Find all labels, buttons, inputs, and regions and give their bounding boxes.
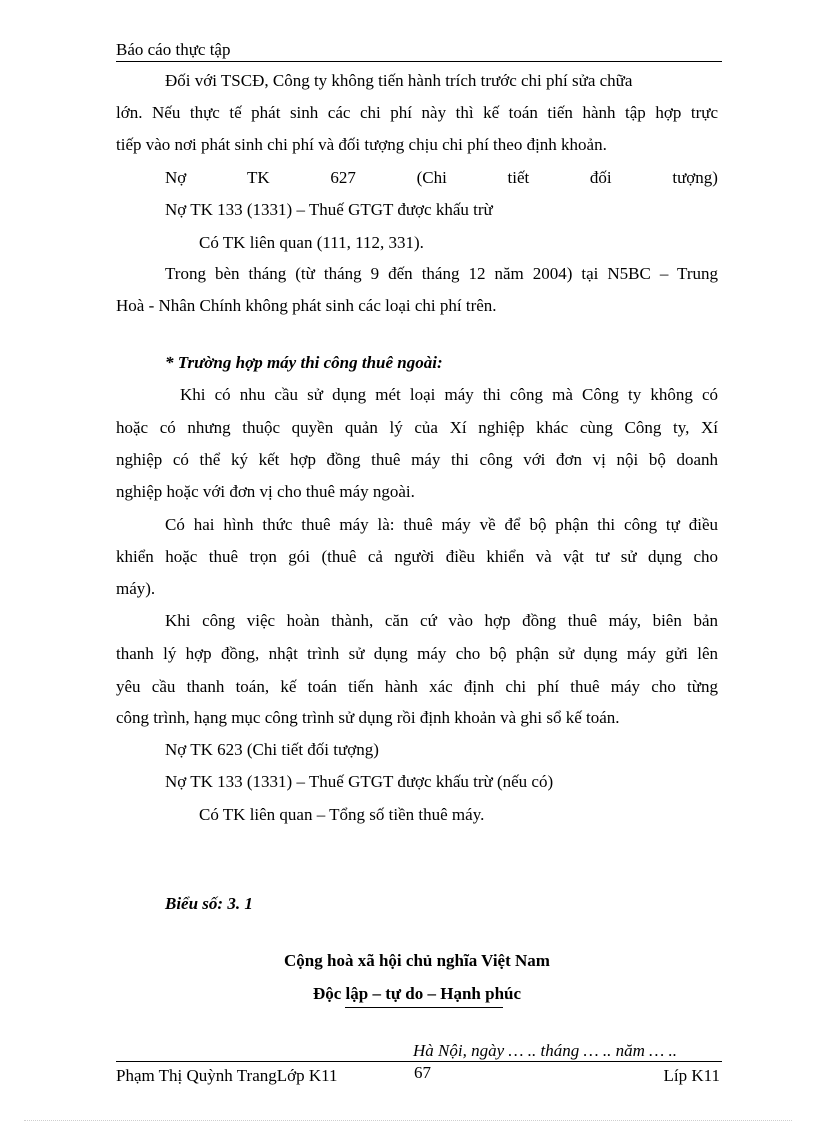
section-heading: * Trường hợp máy thi công thuê ngoài: xyxy=(165,353,443,372)
paragraph-line: Khi có nhu cầu sử dụng mét loại máy thi công mà Công ty không có xyxy=(180,385,718,404)
paragraph-line: nghiệp có thể ký kết hợp đồng thuê máy thi công với đơn vị nội bộ doanh xyxy=(116,450,718,469)
form-label: Biểu số: 3. 1 xyxy=(165,894,253,913)
page-edge-divider xyxy=(24,1120,792,1121)
header-rule xyxy=(116,61,722,62)
paragraph-line: hoặc có nhưng thuộc quyền quản lý của Xí nghiệp khác cùng Công ty, Xí xyxy=(116,418,718,437)
motto-underline xyxy=(345,1007,503,1008)
accounting-entry-vat: Nợ TK 133 (1331) – Thuế GTGT được khấu trừ xyxy=(165,200,493,219)
national-motto: Độc lập – tự do – Hạnh phúc xyxy=(312,984,522,1003)
accounting-entry-debit: Nợ TK 627 (Chi tiết đối tượng) xyxy=(165,168,718,187)
paragraph-line: Khi công việc hoàn thành, căn cứ vào hợp đồng thuê máy, biên bản xyxy=(165,611,718,630)
paragraph-line: lớn. Nếu thực tế phát sinh các chi phí này thì kế toán tiến hành tập hợp trực xyxy=(116,103,718,122)
national-title: Cộng hoà xã hội chủ nghĩa Việt Nam xyxy=(284,951,550,970)
paragraph-line: máy). xyxy=(116,579,156,598)
footer-class: Líp K11 xyxy=(663,1066,720,1085)
paragraph-line: khiển hoặc thuê trọn gói (thuê cả người điều khiển và vật tư sử dụng cho xyxy=(116,547,718,566)
paragraph-line: tiếp vào nơi phát sinh chi phí và đối tượng chịu chi phí theo định khoản. xyxy=(116,135,607,154)
page-number: 67 xyxy=(414,1063,431,1082)
accounting-entry-vat: Nợ TK 133 (1331) – Thuế GTGT được khấu trừ (nếu có) xyxy=(165,772,554,791)
date-line: Hà Nội, ngày … .. tháng … .. năm … .. xyxy=(413,1041,677,1060)
footer-author: Phạm Thị Quỳnh TrangLớp K11 xyxy=(116,1066,338,1085)
paragraph-line: yêu cầu thanh toán, kế toán tiến hành xác định chi phí thuê máy cho từng xyxy=(116,677,718,696)
paragraph-line: Đối với TSCĐ, Công ty không tiến hành trích trước chi phí sửa chữa xyxy=(165,71,633,90)
accounting-entry-debit: Nợ TK 623 (Chi tiết đối tượng) xyxy=(165,740,379,759)
accounting-entry-credit: Có TK liên quan – Tổng số tiền thuê máy. xyxy=(199,805,485,824)
paragraph-line: Hoà - Nhân Chính không phát sinh các loại chi phí trên. xyxy=(116,296,497,315)
paragraph-line: Trong bèn tháng (từ tháng 9 đến tháng 12 năm 2004) tại N5BC – Trung xyxy=(165,264,718,283)
paragraph-line: nghiệp hoặc với đơn vị cho thuê máy ngoài. xyxy=(116,482,415,501)
paragraph-line: công trình, hạng mục công trình sử dụng rồi định khoản và ghi sổ kế toán. xyxy=(116,708,620,727)
paragraph-line: thanh lý hợp đồng, nhật trình sử dụng máy cho bộ phận sử dụng máy gửi lên xyxy=(116,644,718,663)
accounting-entry-credit: Có TK liên quan (111, 112, 331). xyxy=(199,233,424,252)
header-title: Báo cáo thực tập xyxy=(116,40,231,59)
paragraph-line: Có hai hình thức thuê máy là: thuê máy về để bộ phận thi công tự điều xyxy=(165,515,718,534)
footer-rule xyxy=(116,1061,722,1062)
